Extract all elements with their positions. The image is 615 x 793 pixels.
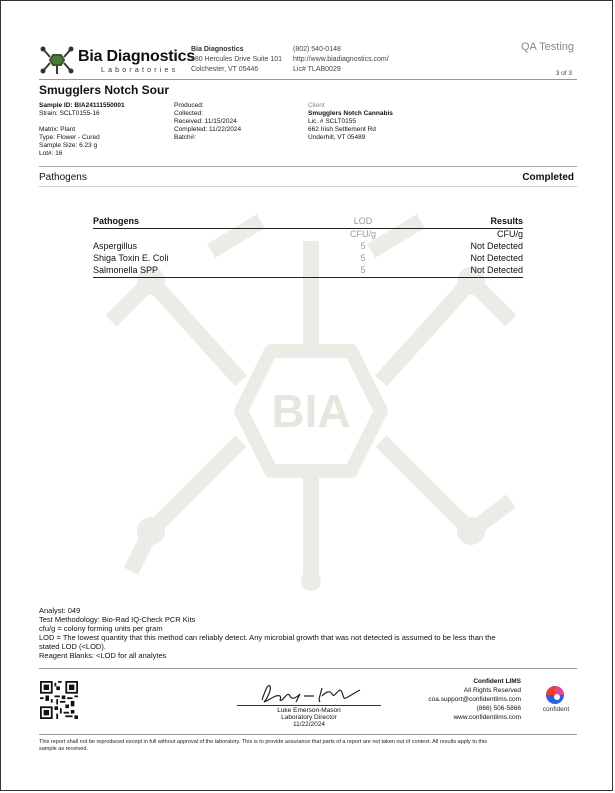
lab-phone: (802) 540-0148	[293, 46, 341, 53]
confident-logo-text: confident	[542, 706, 570, 713]
lab-website[interactable]: http://www.biadiagnostics.com/	[293, 56, 389, 63]
lab-logo-subname: Laboratories	[101, 67, 179, 74]
sample-id: Sample ID: BIA24111550001	[39, 102, 125, 109]
unit-pathogen	[93, 229, 323, 242]
pathogen-name: Salmonella SPP	[93, 265, 159, 275]
completed-date: Completed: 11/22/2024	[174, 126, 242, 133]
analyst: Analyst: 049	[39, 606, 81, 615]
section-divider-top	[39, 166, 577, 167]
collected-date: Collected:	[174, 110, 203, 117]
col-header-lod: LOD	[323, 216, 403, 229]
col-header-results: Results	[403, 216, 523, 229]
received-date: Received: 11/15/2024	[174, 118, 237, 125]
lab-address-line1: 480 Hercules Drive Suite 101	[191, 56, 283, 63]
footer-disclaimer	[39, 739, 579, 753]
pathogen-name: Aspergillus	[93, 241, 138, 251]
header-divider	[39, 79, 577, 80]
bia-logo-icon	[39, 43, 75, 77]
reagent-blanks: Reagent Blanks: <LOD for all analytes	[39, 651, 167, 660]
table-header-row	[93, 216, 523, 229]
client-address1: 662 Irish Settlement Rd	[308, 126, 376, 133]
table-units-row	[93, 229, 523, 242]
product-title: Smugglers Notch Sour	[39, 83, 170, 97]
footer-divider	[39, 734, 577, 735]
lab-address-line2: Colchester, VT 05446	[191, 66, 259, 73]
pathogen-lod: 5	[360, 265, 366, 275]
section-status: Completed	[522, 172, 574, 183]
table-row	[93, 241, 523, 253]
qr-code-icon[interactable]	[40, 681, 78, 719]
lims-name: Confident LIMS	[473, 678, 521, 685]
pathogen-lod: 5	[360, 241, 366, 251]
sample-size: Sample Size: 6.23 g	[39, 142, 98, 149]
signature-line	[237, 705, 381, 706]
lod-definition-2: stated LOD (<LOD).	[39, 642, 106, 651]
table-row	[93, 253, 523, 265]
lot-number: Lot#: 16	[39, 150, 63, 157]
section-title: Pathogens	[39, 172, 87, 183]
matrix: Matrix: Plant	[39, 126, 76, 133]
footer-line2: sample as received.	[39, 746, 88, 752]
lab-address-name: Bia Diagnostics	[191, 46, 244, 53]
section-divider-bottom	[39, 186, 577, 187]
footer-line1: This report shall not be reproduced except in full without approval of the laboratory. This is to provide assurance that parts of a report are not taken out of context. All results apply to this	[39, 739, 487, 745]
unit-results: CFU/g	[496, 229, 523, 239]
table-row	[93, 265, 523, 278]
pathogens-table	[93, 216, 523, 278]
lab-logo-name: Bia Diagnostics	[78, 48, 196, 65]
unit-lod: CFU/g	[349, 229, 376, 239]
test-method: Test Methodology: Bio-Rad IQ-Check PCR Kits	[39, 615, 196, 624]
lab-license: Lic# TLAB0029	[293, 66, 341, 73]
strain: Strain: SCLT0155-16	[39, 110, 100, 117]
report-type: QA Testing	[521, 41, 574, 53]
pathogen-result: Not Detected	[470, 265, 523, 275]
col-header-pathogen: Pathogens	[93, 216, 323, 229]
client-license: Lic. # SCLT0155	[308, 118, 356, 125]
lims-rights: All Rights Reserved	[463, 687, 521, 694]
pathogen-lod: 5	[360, 253, 366, 263]
lims-website[interactable]: www.confidentlims.com	[453, 714, 521, 721]
notes-block	[39, 606, 579, 660]
lims-email[interactable]: coa.support@confidentlims.com	[428, 696, 521, 703]
signer-title: Laboratory Director	[281, 714, 337, 721]
signature-image-icon	[256, 682, 366, 706]
watermark-text: BIA	[271, 385, 351, 437]
lod-definition-1: LOD = The lowest quantity that this method can reliably detect. Any microbial growth that was not detected is assumed to be less than the	[39, 633, 496, 642]
sample-type: Type: Flower - Cured	[39, 134, 100, 141]
page-number: 3 of 3	[555, 70, 572, 77]
signer-name: Luke Emerson-Mason	[277, 707, 341, 714]
signature-date: 11/22/2024	[292, 721, 326, 728]
confident-logo-icon	[545, 685, 565, 705]
lims-phone: (866) 506-5866	[476, 705, 521, 712]
notes-divider	[39, 668, 577, 669]
client-name: Smugglers Notch Cannabis	[308, 110, 393, 117]
client-label: Client	[308, 102, 325, 109]
batch-number: Batch#:	[174, 134, 197, 141]
pathogen-result: Not Detected	[470, 253, 523, 263]
client-address2: Underhill, VT 05489	[308, 134, 366, 141]
pathogen-result: Not Detected	[470, 241, 523, 251]
pathogen-name: Shiga Toxin E. Coli	[93, 253, 169, 263]
cfu-definition: cfu/g = colony forming units per gram	[39, 624, 163, 633]
produced-date: Produced:	[174, 102, 204, 109]
